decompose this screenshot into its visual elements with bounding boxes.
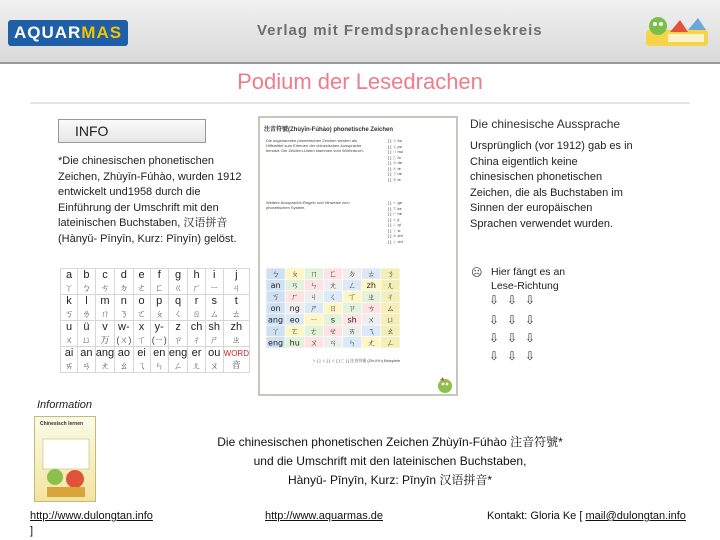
grid-cell [381,268,400,279]
grid-cell [285,291,304,302]
grid-cell [304,325,323,336]
down-arrow-icon: ⇩ [506,293,518,307]
contact-mail-link[interactable]: mail@dulongtan.info [585,510,686,522]
svg-text:ang: ang [268,315,284,325]
svg-text:ㄈ: ㄈ [329,269,337,279]
pinyin-cell: WORD 音 [223,347,249,373]
svg-text:ㄇ: ㄇ [309,269,318,279]
grid-cell [266,268,285,279]
grid-cell [304,279,323,290]
pinyin-cell: s ㄙ [205,295,223,321]
grid-cell [381,279,400,290]
svg-text:ㄟ: ㄟ [367,326,376,336]
pinyin-cell: r ㄖ [188,295,206,321]
svg-text:ㄝ: ㄝ [329,326,337,336]
pinyin-cell: h ㄏ [188,269,206,295]
pinyin-cell: ao ㄠ [115,347,133,373]
svg-text:ㄣ: ㄣ [309,281,318,291]
list-item: [ ] ㄔ chi [388,238,403,244]
grid-cell [285,314,304,325]
svg-text:ㄏ: ㄏ [290,292,299,302]
preview-note: ㄅ [ ] ㄆ [ ] ㄇ [ ] ㄈ [ ] 注音符號 (ZhùYīn) Beispiele [312,358,401,363]
pinyin-cell: j ㄐ [223,269,249,295]
pinyin-cell: l ㄌ [78,295,96,321]
book-title: Chinesisch lernen [40,421,84,427]
grid-cell [285,337,304,348]
grid-cell [362,291,381,302]
svg-text:ㄓ: ㄓ [367,292,376,302]
caption-line-3: Hànyǔ- Pīnyīn, Kurz: Pīnyīn 汉语拼音* [287,473,493,487]
svg-text:on: on [270,304,281,313]
pinyin-cell: m ㄇ [95,295,114,321]
pinyin-cell: g ㄍ [168,269,187,295]
svg-text:ㄣ: ㄣ [348,338,357,348]
pinyin-cell: v 万 [95,321,114,347]
grid-cell [362,337,381,348]
contact-info [487,510,686,522]
pinyin-cell: u ㄨ [61,321,78,347]
pinyin-cell: k ㄎ [61,295,78,321]
list-item: [ ] ㄏ he [388,211,403,216]
svg-text:s: s [330,315,336,325]
pinyin-cell: an ㄢ [78,347,96,373]
svg-text:ㄙ: ㄙ [386,304,395,313]
pinyin-cell: i ㄧ [205,269,223,295]
pinyin-cell: f ㄈ [150,269,168,295]
list-item: [ ] ㄊ te [388,165,401,171]
grid-cell [381,291,400,302]
grid-cell [323,291,342,302]
grid-cell [362,268,381,279]
list-item: [ ] ㄋ ne [388,171,403,176]
aquarmas-logo[interactable] [8,20,128,46]
grid-cell [323,268,342,279]
down-arrow-icon: ⇩ [524,331,536,345]
preview-list-2 [388,200,448,244]
caption-line-1: Die chinesischen phonetischen Zeichen Zhùyīn-Fúhào 注音符號* [217,435,563,449]
svg-text:ㄊ: ㄊ [367,269,376,279]
pinyin-cell: x ㄒ [133,321,150,347]
list-item: [ ] ㄇ mo [388,149,404,154]
svg-text:eng: eng [268,338,284,348]
list-item: [ ] ㄉ de [388,160,403,165]
down-arrow-icon: ⇩ [524,313,536,327]
list-item: [ ] ㄍ ge [388,200,403,205]
grid-cell [381,325,400,336]
svg-text:an: an [270,281,281,291]
svg-text:ㄉ: ㄉ [348,269,357,279]
list-item: [ ] ㄐ ji [388,216,400,222]
list-item: [ ] ㄆ po [388,143,403,149]
down-arrow-icon: ⇩ [506,349,518,363]
pinyin-cell: b ㄅ [78,269,96,295]
info-box: INFO [58,119,206,143]
preview-text-2: Weitere Aussprache-Regeln und Hinweise zum phonetischen System. [266,200,350,210]
svg-text:ㄒ: ㄒ [348,292,357,302]
svg-text:ㄢ: ㄢ [290,281,299,291]
pinyin-cell: ei ㄟ [133,347,150,373]
pinyin-cell: en ㄣ [150,347,168,373]
grid-cell [285,268,304,279]
down-arrow-icon: ⇩ [506,313,518,327]
list-item: [ ] ㄑ qi [388,222,401,227]
book-illustration-icon [35,417,97,503]
svg-text:ㄘ: ㄘ [367,304,376,313]
logo-accent-text: MAS [81,23,123,42]
table-row [61,347,250,373]
svg-text:ng: ng [289,304,300,313]
grid-cell [343,291,362,302]
table-row [61,269,250,295]
grid-cell [285,279,304,290]
grid-cell [304,291,323,302]
grid-cell [343,279,362,290]
svg-text:ㄚ: ㄚ [271,326,280,336]
grid-cell [266,325,285,336]
grid-cell [362,302,381,313]
main-caption [110,433,670,490]
grid-cell [323,314,342,325]
grid-cell [362,314,381,325]
grid-cell [304,268,323,279]
arrow-row [485,331,539,345]
svg-text:ㄧ: ㄧ [309,315,318,325]
list-item: [ ] ㄌ le [388,176,401,182]
aussprache-text: Ursprünglich (vor 1912) gab es in China eigentlich keine chinesischen phonetischen Zeichen, die als Buchstaben im Sinnen der europäischen Sprachen verwendet wurden. [470,140,633,230]
pinyin-cell: ch ㄔ [188,321,206,347]
arrow-row [485,293,539,307]
pinyin-cell: ang ㄤ [95,347,115,371]
grid-cell [323,337,342,348]
svg-text:ㄐ: ㄐ [309,292,318,302]
svg-text:ㄥ: ㄥ [348,281,357,291]
svg-text:eo: eo [289,315,300,325]
svg-text:ㄅ: ㄅ [271,269,280,279]
svg-text:ㄡ: ㄡ [309,338,318,348]
pinyin-cell: e ㄜ [133,269,150,295]
book-cover[interactable] [34,416,96,502]
grid-cell [343,302,362,313]
table-row [61,295,250,321]
grid-cell [285,302,304,313]
preview-text-1: Die sogenannten phonetischen Zeichen werden als Hilfsmittel zum Erlernen der chinesischen Aussprache benutzt. Die Zeichen-Listen stammen vom Wörterbuch. [266,138,364,153]
svg-text:ㄋ: ㄋ [386,269,395,279]
grid-cell [362,279,381,290]
pinyin-cell: ai ㄞ [61,347,78,373]
down-arrow-icon: ⇩ [524,349,536,363]
grid-cell [266,291,285,302]
grid-cell [304,302,323,313]
grid-cell [323,302,342,313]
svg-text:ㄦ: ㄦ [386,281,395,291]
logo-text: AQUAR [13,23,82,42]
pinyin-cell: t ㄊ [223,295,249,321]
dulongtan-link[interactable]: http://www.dulongtan.info [30,510,153,522]
frown-icon: ☹ [471,267,483,279]
pinyin-cell: ou ㄡ [205,347,223,373]
pinyin-cell: d ㄉ [115,269,133,295]
aussprache-title: Die chinesische Aussprache [470,117,621,131]
pinyin-cell: y- (ㄧ) [151,321,167,345]
arrow-row [485,349,539,363]
svg-text:ㄑ: ㄑ [329,292,337,302]
svg-text:ㄗ: ㄗ [348,304,357,313]
svg-text:zh: zh [366,281,376,291]
pinyin-cell: p ㄆ [150,295,168,321]
grid-cell [323,325,342,336]
svg-text:ㄥ: ㄥ [386,338,395,348]
down-arrow-icon: ⇩ [506,331,518,345]
svg-text:ㄔ: ㄔ [386,292,395,302]
down-arrow-icon: ⇩ [488,313,500,327]
pinyin-table [60,268,250,373]
arrow-row [485,313,539,327]
grid-cell [381,302,400,313]
grid-cell [362,325,381,336]
grid-cell [343,268,362,279]
pinyin-cell: c ㄘ [95,269,114,295]
caption-line-2: und die Umschrift mit den lateinischen Buchstaben, [253,454,527,468]
svg-text:ㄎ: ㄎ [271,292,280,302]
svg-text:ㄖ: ㄖ [329,304,337,313]
list-item: [ ] ㄎ ke [388,205,402,211]
small-dragon-icon [436,376,454,394]
phonetic-page-preview [258,116,458,396]
preview-zhuyin-grid [266,268,400,348]
pinyin-cell: ü ㄩ [78,321,96,347]
header-bar [0,0,720,64]
svg-text:ㄛ: ㄛ [290,326,299,336]
info-text: *Die chinesischen phonetischen Zeichen, Zhùyīn-Fúhào, wurden 1912 entwickelt und1958 durch die Einführung der Umschrift mit den lateinischen Buchstaben, 汉语拼音 (Hànyǔ- Pīnyīn, Kurz: Pīnyīn) gelöst. [58,155,242,245]
grid-cell [266,337,285,348]
preview-title: 注音符號(Zhùyīn-Fúhào) phonetische Zeichen [264,127,394,133]
aquarmas-link[interactable]: http://www.aquarmas.de [265,510,384,522]
pinyin-cell: z ㄗ [168,321,187,347]
grid-cell [343,325,362,336]
pinyin-cell: w- (ㄨ) [116,321,132,345]
svg-text:sh: sh [347,315,357,325]
grid-cell [285,325,304,336]
publisher-title: Verlag mit Fremdsprachenlesekreis [257,22,543,39]
grid-cell [381,314,400,325]
grid-cell [266,314,285,325]
information-label: Information [37,399,93,411]
svg-text:ㄠ: ㄠ [386,326,395,336]
down-arrow-icon: ⇩ [488,331,500,345]
svg-text:ㄕ: ㄕ [309,304,318,313]
grid-cell [343,314,362,325]
pinyin-cell: sh ㄕ [205,321,223,347]
pinyin-cell: a ㄚ [61,269,78,295]
pinyin-cell: er ㄦ [188,347,206,373]
down-arrow-icon: ⇩ [488,293,500,307]
list-item: [ ] ㄈ fo [388,154,401,160]
list-item: [ ] ㄒ xi [388,227,401,233]
pinyin-cell: o ㄛ [133,295,150,321]
page-title: Podium der Lesedrachen [237,69,483,94]
grid-cell [343,337,362,348]
table-row [61,321,250,347]
list-item: [ ] ㄅ bo [388,138,403,143]
grid-cell [381,337,400,348]
pinyin-cell: n ㄋ [115,295,133,321]
contact-label: Kontakt: Gloria Ke [ [487,510,583,522]
svg-text:ㄤ: ㄤ [329,281,337,291]
pinyin-cell: zh ㄓ [223,321,249,347]
grid-cell [304,314,323,325]
reading-direction-hint: Hier fängt es an Lese-Richtung [491,266,566,292]
grid-cell [304,337,323,348]
grid-cell [266,279,285,290]
svg-text:hu: hu [289,338,300,348]
down-arrow-icon: ⇩ [524,293,536,307]
svg-text:ㄜ: ㄜ [309,326,318,336]
closing-bracket: ] [30,525,34,537]
grid-cell [323,279,342,290]
list-item: [ ] ㄓ zhi [388,233,403,238]
svg-text:ㄤ: ㄤ [367,338,376,348]
grid-cell [266,302,285,313]
title-divider [30,102,690,104]
preview-list-1 [388,138,448,182]
pinyin-cell: q ㄑ [168,295,187,321]
svg-text:ㄢ: ㄢ [329,338,337,348]
svg-text:ㄩ: ㄩ [386,315,395,325]
svg-text:ㄨ: ㄨ [367,315,376,325]
dragon-mascot-icon [644,12,710,52]
pinyin-cell: eng ㄥ [168,347,188,371]
svg-text:ㄞ: ㄞ [348,326,357,336]
svg-text:ㄆ: ㄆ [290,269,299,279]
down-arrow-icon: ⇩ [488,349,500,363]
